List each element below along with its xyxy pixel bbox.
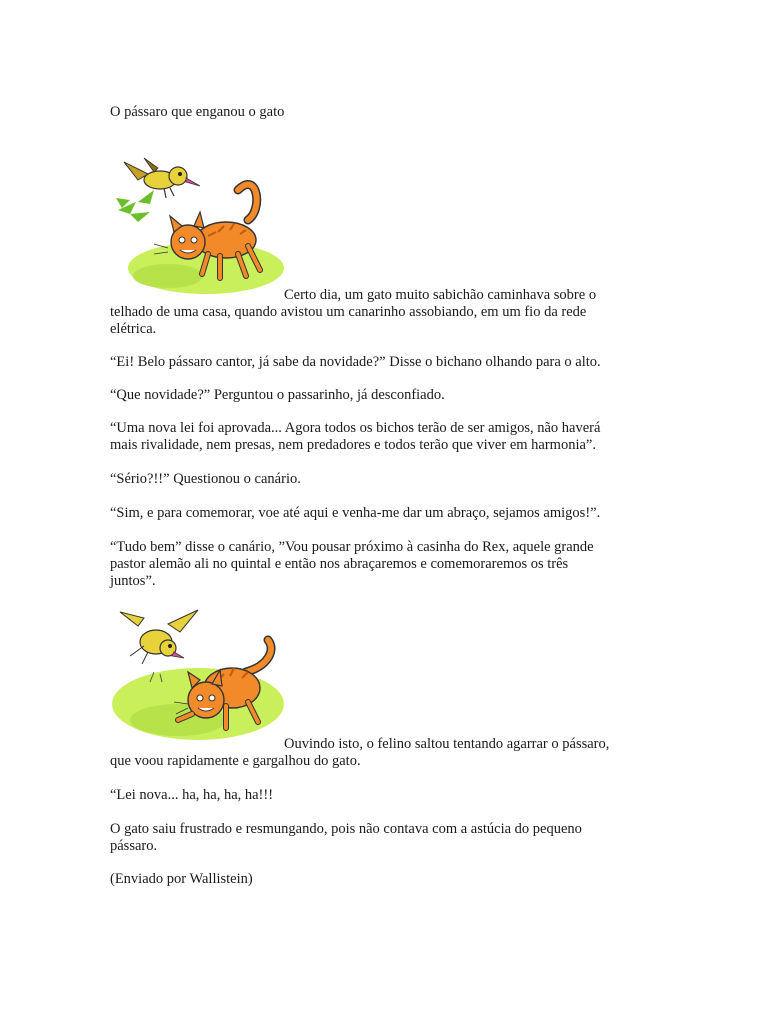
paragraph-line: pássaro. — [110, 838, 158, 854]
paragraph-line: “Tudo bem” disse o canário, ”Vou pousar próximo à casinha do Rex, aquele grande — [110, 539, 594, 555]
paragraph-4 — [110, 420, 650, 454]
paragraph-7 — [110, 539, 650, 590]
paragraph-line: “Ei! Belo pássaro cantor, já sabe da novidade?” Disse o bichano olhando para o alto. — [110, 354, 601, 370]
paragraph-line: juntos”. — [110, 573, 156, 589]
bird-and-cat-illustration-2 — [108, 596, 288, 750]
paragraph-2 — [110, 354, 650, 371]
paragraph-6 — [110, 505, 650, 522]
paragraph-9 — [110, 787, 650, 804]
paragraph-line: “Sim, e para comemorar, voe até aqui e venha-me dar um abraço, sejamos amigos!”. — [110, 505, 601, 521]
paragraph-line: “Uma nova lei foi aprovada... Agora todos os bichos terão de ser amigos, não haverá — [110, 420, 601, 436]
paragraph-line: “Sério?!!” Questionou o canário. — [110, 471, 301, 487]
paragraph-line: “Lei nova... ha, ha, ha, ha!!! — [110, 787, 274, 803]
bird-and-cat-illustration-1 — [108, 150, 288, 302]
paragraph-line: “Que novidade?” Perguntou o passarinho, já desconfiado. — [110, 387, 445, 403]
paragraph-line: Certo dia, um gato muito sabichão caminhava sobre o — [284, 287, 597, 303]
paragraph-line: que voou rapidamente e gargalhou do gato. — [110, 753, 361, 769]
paragraph-line: pastor alemão ali no quintal e então nos abraçaremos e comemoraremos os três — [110, 556, 569, 572]
paragraph-line: Ouvindo isto, o felino saltou tentando agarrar o pássaro, — [284, 736, 610, 752]
paragraph-line: (Enviado por Wallistein) — [110, 871, 253, 887]
paragraph-line: elétrica. — [110, 321, 157, 337]
story-title: O pássaro que enganou o gato — [110, 104, 285, 120]
paragraph-line: telhado de uma casa, quando avistou um canarinho assobiando, em um fio da rede — [110, 304, 587, 320]
paragraph-line: mais rivalidade, nem presas, nem predadores e todos terão que viver em harmonia”. — [110, 437, 596, 453]
paragraph-1 — [110, 287, 650, 338]
paragraph-5 — [110, 471, 650, 488]
paragraph-3 — [110, 387, 650, 404]
paragraph-8 — [110, 736, 650, 770]
paragraph-11 — [110, 871, 650, 888]
paragraph-10 — [110, 821, 650, 855]
paragraph-line: O gato saiu frustrado e resmungando, pois não contava com a astúcia do pequeno — [110, 821, 582, 837]
